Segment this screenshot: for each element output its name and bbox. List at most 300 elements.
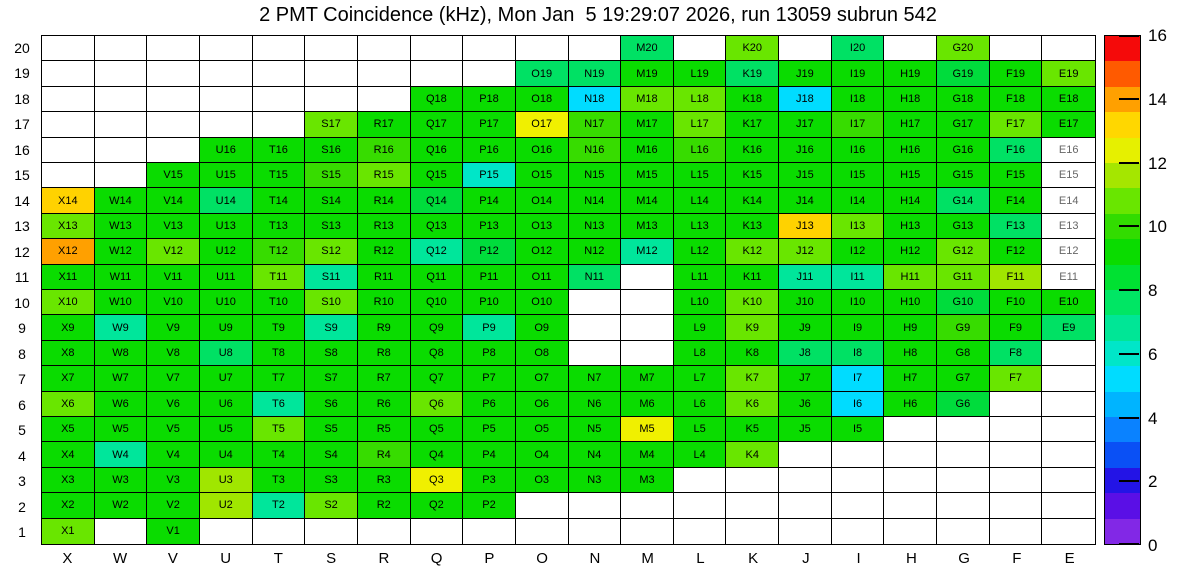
heatmap-cell: K14	[726, 188, 779, 213]
colorbar-band	[1105, 493, 1140, 518]
colorbar-tick	[1119, 417, 1139, 419]
heatmap-cell	[937, 468, 990, 493]
heatmap-cell: I15	[832, 163, 885, 188]
heatmap-cell	[990, 36, 1043, 61]
heatmap-cell	[779, 468, 832, 493]
heatmap-cell: N6	[569, 392, 622, 417]
heatmap-cell: G7	[937, 366, 990, 391]
heatmap-cell	[621, 290, 674, 315]
heatmap-cell: G12	[937, 239, 990, 264]
heatmap-cell: J7	[779, 366, 832, 391]
heatmap-cell: V13	[147, 214, 200, 239]
colorbar-tick-label: 8	[1148, 281, 1158, 300]
heatmap-cell: O10	[516, 290, 569, 315]
heatmap-cell: L9	[674, 315, 727, 340]
heatmap-cell: M15	[621, 163, 674, 188]
heatmap-cell: K16	[726, 138, 779, 163]
heatmap-cell: L15	[674, 163, 727, 188]
colorbar-tick	[1119, 480, 1139, 482]
heatmap-cell: W5	[95, 417, 148, 442]
heatmap-cell: I20	[832, 36, 885, 61]
colorbar-tick-label: 0	[1148, 536, 1158, 555]
x-axis-label: H	[905, 550, 917, 567]
heatmap-cell: O13	[516, 214, 569, 239]
heatmap-cell	[779, 36, 832, 61]
heatmap-cell	[621, 341, 674, 366]
heatmap-cell: N7	[569, 366, 622, 391]
heatmap-cell	[1042, 392, 1095, 417]
heatmap-cell: L11	[674, 265, 727, 290]
heatmap-cell	[516, 493, 569, 518]
heatmap-cell: W2	[95, 493, 148, 518]
colorbar-tick	[1119, 98, 1139, 100]
y-axis-label: 6	[18, 396, 26, 413]
heatmap-cell: E12	[1042, 239, 1095, 264]
colorbar-band	[1105, 138, 1140, 163]
heatmap-cell: T4	[253, 442, 306, 467]
colorbar-tick-label: 2	[1148, 472, 1158, 492]
heatmap-cell: L14	[674, 188, 727, 213]
heatmap-cell	[95, 138, 148, 163]
heatmap-cell	[411, 519, 464, 544]
heatmap-cell: S4	[305, 442, 358, 467]
heatmap-cell: O4	[516, 442, 569, 467]
heatmap-cell	[147, 112, 200, 137]
heatmap-cell: W11	[95, 265, 148, 290]
heatmap-cell: F16	[990, 138, 1043, 163]
x-axis-label: W	[113, 550, 128, 567]
y-axis-label: 7	[18, 371, 26, 388]
heatmap-cell: X13	[42, 214, 95, 239]
heatmap-cell: R15	[358, 163, 411, 188]
colorbar-tick-label: 4	[1148, 408, 1158, 428]
heatmap-cell	[779, 493, 832, 518]
heatmap-cell: G19	[937, 61, 990, 86]
heatmap-cell: L7	[674, 366, 727, 391]
heatmap-cell	[832, 468, 885, 493]
heatmap-cell: P8	[463, 341, 516, 366]
heatmap-cell: X2	[42, 493, 95, 518]
heatmap-cell: I9	[832, 315, 885, 340]
heatmap-cell	[569, 493, 622, 518]
y-axis-label: 11	[14, 269, 30, 286]
heatmap-cell: J8	[779, 341, 832, 366]
heatmap-cell: Q5	[411, 417, 464, 442]
colorbar-tick	[1119, 225, 1139, 227]
heatmap-cell: L16	[674, 138, 727, 163]
heatmap-cell: K5	[726, 417, 779, 442]
heatmap-cell: J11	[779, 265, 832, 290]
heatmap-cell: R13	[358, 214, 411, 239]
heatmap-cell: H10	[884, 290, 937, 315]
heatmap-cell: I18	[832, 87, 885, 112]
heatmap-cell	[42, 61, 95, 86]
colorbar-tick-label: 14	[1148, 89, 1167, 109]
heatmap-cell: Q7	[411, 366, 464, 391]
heatmap-cell: I5	[832, 417, 885, 442]
heatmap-cell: Q12	[411, 239, 464, 264]
heatmap-cell: F13	[990, 214, 1043, 239]
heatmap-cell: Q3	[411, 468, 464, 493]
y-axis-label: 8	[18, 345, 26, 362]
heatmap-cell: U5	[200, 417, 253, 442]
heatmap-cell: T12	[253, 239, 306, 264]
heatmap-cell: N16	[569, 138, 622, 163]
heatmap-cell: S7	[305, 366, 358, 391]
heatmap-cell: U10	[200, 290, 253, 315]
heatmap-cell: K12	[726, 239, 779, 264]
heatmap-cell	[147, 87, 200, 112]
heatmap-cell: P10	[463, 290, 516, 315]
heatmap-cell: V3	[147, 468, 200, 493]
y-axis-label: 17	[14, 116, 30, 133]
heatmap-cell	[147, 61, 200, 86]
colorbar-tick-label: 16	[1148, 26, 1167, 45]
heatmap-cell: O12	[516, 239, 569, 264]
y-axis-label: 9	[18, 320, 26, 337]
heatmap-cell: P18	[463, 87, 516, 112]
heatmap-cell	[937, 493, 990, 518]
y-axis-label: 20	[14, 39, 30, 56]
heatmap-cell: R10	[358, 290, 411, 315]
x-axis-label: X	[62, 550, 73, 567]
heatmap-cell: I16	[832, 138, 885, 163]
heatmap-cell: V14	[147, 188, 200, 213]
x-axis-label: N	[589, 550, 601, 567]
heatmap-cell: H12	[884, 239, 937, 264]
heatmap-cell: R7	[358, 366, 411, 391]
heatmap-cell	[200, 36, 253, 61]
heatmap-cell: P4	[463, 442, 516, 467]
x-axis-label: I	[856, 550, 861, 567]
heatmap-cell: F10	[990, 290, 1043, 315]
colorbar-band	[1105, 265, 1140, 290]
heatmap-cell	[95, 112, 148, 137]
heatmap-cell: G17	[937, 112, 990, 137]
heatmap-cell: U3	[200, 468, 253, 493]
heatmap-cell: J17	[779, 112, 832, 137]
heatmap-cell: F11	[990, 265, 1043, 290]
heatmap-cell	[42, 138, 95, 163]
heatmap-cell	[200, 519, 253, 544]
heatmap-cell	[621, 265, 674, 290]
heatmap-cell: U6	[200, 392, 253, 417]
heatmap-cell: G14	[937, 188, 990, 213]
heatmap-cell: L19	[674, 61, 727, 86]
heatmap-cell	[253, 112, 306, 137]
heatmap-cell	[305, 519, 358, 544]
heatmap-cell: M16	[621, 138, 674, 163]
heatmap-cell: S14	[305, 188, 358, 213]
heatmap-cell: L13	[674, 214, 727, 239]
heatmap-cell: G15	[937, 163, 990, 188]
heatmap-cell: S5	[305, 417, 358, 442]
heatmap-cell: M19	[621, 61, 674, 86]
heatmap-cell: K4	[726, 442, 779, 467]
heatmap-cell: N3	[569, 468, 622, 493]
heatmap-cell	[990, 417, 1043, 442]
heatmap-cell	[516, 519, 569, 544]
heatmap-cell: I10	[832, 290, 885, 315]
heatmap-cell	[516, 36, 569, 61]
x-axis-label: E	[1064, 550, 1075, 567]
heatmap-cell: I13	[832, 214, 885, 239]
heatmap-cell: E13	[1042, 214, 1095, 239]
heatmap-cell: V11	[147, 265, 200, 290]
heatmap-cell: E15	[1042, 163, 1095, 188]
heatmap-cell	[1042, 493, 1095, 518]
heatmap-cell	[621, 519, 674, 544]
heatmap-cell: S8	[305, 341, 358, 366]
heatmap-cell: R12	[358, 239, 411, 264]
heatmap-cell: K8	[726, 341, 779, 366]
heatmap-cell	[569, 36, 622, 61]
y-axis-label: 5	[18, 422, 26, 439]
heatmap-cell	[253, 519, 306, 544]
heatmap-cell: F17	[990, 112, 1043, 137]
heatmap-cell: S9	[305, 315, 358, 340]
x-axis-label: F	[1012, 550, 1022, 567]
heatmap-cell: X10	[42, 290, 95, 315]
chart-title: 2 PMT Coincidence (kHz), Mon Jan 5 19:29:07 2026, run 13059 subrun 542	[259, 4, 937, 26]
heatmap-cell: S13	[305, 214, 358, 239]
heatmap-cell: F9	[990, 315, 1043, 340]
heatmap-cell: V7	[147, 366, 200, 391]
heatmap-cell: J12	[779, 239, 832, 264]
colorbar-band	[1105, 417, 1140, 442]
heatmap-cell: U2	[200, 493, 253, 518]
heatmap-cell: J14	[779, 188, 832, 213]
x-axis-label: M	[641, 550, 654, 567]
heatmap-cell: L10	[674, 290, 727, 315]
y-axis-label: 13	[14, 218, 30, 235]
heatmap-cell	[990, 493, 1043, 518]
heatmap-cell: R11	[358, 265, 411, 290]
heatmap-cell: P11	[463, 265, 516, 290]
heatmap-cell	[674, 468, 727, 493]
heatmap-cell: G11	[937, 265, 990, 290]
y-axis-label: 14	[14, 192, 30, 209]
heatmap-cell: I17	[832, 112, 885, 137]
heatmap-cell	[832, 493, 885, 518]
heatmap-cell	[1042, 341, 1095, 366]
heatmap-cell: W10	[95, 290, 148, 315]
heatmap-cell: K7	[726, 366, 779, 391]
heatmap-cell: X6	[42, 392, 95, 417]
heatmap-cell: U12	[200, 239, 253, 264]
heatmap-cell: P16	[463, 138, 516, 163]
heatmap-cell	[411, 36, 464, 61]
heatmap-cell: S2	[305, 493, 358, 518]
heatmap-cell: R2	[358, 493, 411, 518]
heatmap-cell: H16	[884, 138, 937, 163]
heatmap-cell: O19	[516, 61, 569, 86]
heatmap-cell: I7	[832, 366, 885, 391]
heatmap-cell	[884, 519, 937, 544]
heatmap-cell: M6	[621, 392, 674, 417]
heatmap-cell: Q15	[411, 163, 464, 188]
heatmap-cell: V6	[147, 392, 200, 417]
heatmap-cell: M7	[621, 366, 674, 391]
heatmap-cell: R16	[358, 138, 411, 163]
heatmap-cell	[95, 519, 148, 544]
heatmap-cell: L12	[674, 239, 727, 264]
heatmap-cell: M4	[621, 442, 674, 467]
heatmap-cell	[990, 468, 1043, 493]
colorbar-band	[1105, 188, 1140, 213]
heatmap-cell	[569, 341, 622, 366]
heatmap-cell: W13	[95, 214, 148, 239]
heatmap-cell: P13	[463, 214, 516, 239]
heatmap-cell	[569, 290, 622, 315]
heatmap-cell: Q10	[411, 290, 464, 315]
colorbar-tick	[1119, 35, 1139, 37]
heatmap-cell: K18	[726, 87, 779, 112]
heatmap-cell: F18	[990, 87, 1043, 112]
heatmap-cell: P17	[463, 112, 516, 137]
heatmap-cell	[95, 36, 148, 61]
heatmap-cell: V9	[147, 315, 200, 340]
heatmap-cell: O7	[516, 366, 569, 391]
heatmap-cell: T5	[253, 417, 306, 442]
heatmap-cell: L5	[674, 417, 727, 442]
heatmap-cell	[569, 315, 622, 340]
heatmap-cell: L4	[674, 442, 727, 467]
heatmap-cell: M17	[621, 112, 674, 137]
heatmap-cell	[569, 519, 622, 544]
heatmap-cell: P3	[463, 468, 516, 493]
heatmap-cell: R8	[358, 341, 411, 366]
heatmap-cell: W7	[95, 366, 148, 391]
heatmap-cell: F19	[990, 61, 1043, 86]
x-axis-label: U	[220, 550, 232, 567]
colorbar-band	[1105, 61, 1140, 86]
heatmap-cell: U13	[200, 214, 253, 239]
heatmap-cell: V12	[147, 239, 200, 264]
heatmap-cell	[463, 61, 516, 86]
heatmap-cell: E11	[1042, 265, 1095, 290]
heatmap-cell: R6	[358, 392, 411, 417]
heatmap-cell: H14	[884, 188, 937, 213]
colorbar-tick	[1119, 353, 1139, 355]
heatmap-cell: E19	[1042, 61, 1095, 86]
heatmap-cell: G10	[937, 290, 990, 315]
heatmap-cell: T6	[253, 392, 306, 417]
x-axis-label: S	[326, 550, 337, 567]
heatmap-cell: L18	[674, 87, 727, 112]
heatmap-cell	[253, 87, 306, 112]
heatmap-cell: J10	[779, 290, 832, 315]
heatmap-cell: V15	[147, 163, 200, 188]
heatmap-cell: T7	[253, 366, 306, 391]
heatmap-cell: R14	[358, 188, 411, 213]
heatmap-cell: S15	[305, 163, 358, 188]
heatmap-cell: X11	[42, 265, 95, 290]
heatmap-cell	[937, 442, 990, 467]
heatmap-cell	[95, 61, 148, 86]
heatmap-cell	[95, 87, 148, 112]
heatmap-cell	[42, 36, 95, 61]
y-axis-label: 15	[14, 167, 30, 184]
heatmap-cell: J15	[779, 163, 832, 188]
heatmap-cell: X12	[42, 239, 95, 264]
y-axis-label: 4	[18, 447, 26, 464]
heatmap-cell	[358, 87, 411, 112]
heatmap-cell: F8	[990, 341, 1043, 366]
heatmap-cell: T9	[253, 315, 306, 340]
heatmap-cell: H15	[884, 163, 937, 188]
heatmap-cell: V10	[147, 290, 200, 315]
heatmap-cell	[621, 493, 674, 518]
heatmap-cell: T3	[253, 468, 306, 493]
x-axis-label: L	[696, 550, 705, 567]
colorbar-band	[1105, 112, 1140, 137]
heatmap-cell: V2	[147, 493, 200, 518]
y-axis-label: 1	[18, 524, 26, 541]
heatmap-cell: X1	[42, 519, 95, 544]
heatmap-cell: W3	[95, 468, 148, 493]
y-axis	[8, 35, 36, 545]
heatmap-cell	[779, 519, 832, 544]
heatmap-cell: H17	[884, 112, 937, 137]
heatmap-cell: S6	[305, 392, 358, 417]
heatmap-cell: S16	[305, 138, 358, 163]
heatmap-cell: K19	[726, 61, 779, 86]
heatmap-cell: W4	[95, 442, 148, 467]
heatmap-cell: I19	[832, 61, 885, 86]
heatmap-cell: O16	[516, 138, 569, 163]
x-axis-label: K	[748, 550, 759, 567]
heatmap-cell: N11	[569, 265, 622, 290]
heatmap-cell	[358, 61, 411, 86]
x-axis	[41, 550, 1096, 568]
heatmap-cell	[990, 519, 1043, 544]
colorbar-band	[1105, 519, 1140, 544]
heatmap-cell: U8	[200, 341, 253, 366]
heatmap-grid	[41, 35, 1096, 545]
heatmap-cell: M13	[621, 214, 674, 239]
colorbar-band	[1105, 290, 1140, 315]
heatmap-cell	[305, 87, 358, 112]
heatmap-cell: P6	[463, 392, 516, 417]
heatmap-cell: R5	[358, 417, 411, 442]
heatmap-cell: G18	[937, 87, 990, 112]
heatmap-cell: X8	[42, 341, 95, 366]
heatmap-cell	[674, 36, 727, 61]
x-axis-label: Q	[430, 550, 443, 567]
heatmap-cell: T14	[253, 188, 306, 213]
heatmap-cell	[1042, 442, 1095, 467]
heatmap-cell: S10	[305, 290, 358, 315]
heatmap-cell	[884, 493, 937, 518]
heatmap-cell	[42, 163, 95, 188]
heatmap-cell: K9	[726, 315, 779, 340]
colorbar-band	[1105, 442, 1140, 467]
heatmap-cell: P5	[463, 417, 516, 442]
heatmap-cell: Q16	[411, 138, 464, 163]
heatmap-cell: H9	[884, 315, 937, 340]
heatmap-cell: W14	[95, 188, 148, 213]
heatmap-cell: E18	[1042, 87, 1095, 112]
heatmap-cell: P15	[463, 163, 516, 188]
heatmap-cell	[200, 61, 253, 86]
heatmap-cell: L17	[674, 112, 727, 137]
heatmap-cell: L8	[674, 341, 727, 366]
heatmap-cell: E10	[1042, 290, 1095, 315]
heatmap-cell: Q2	[411, 493, 464, 518]
colorbar-band	[1105, 392, 1140, 417]
heatmap-cell: K10	[726, 290, 779, 315]
